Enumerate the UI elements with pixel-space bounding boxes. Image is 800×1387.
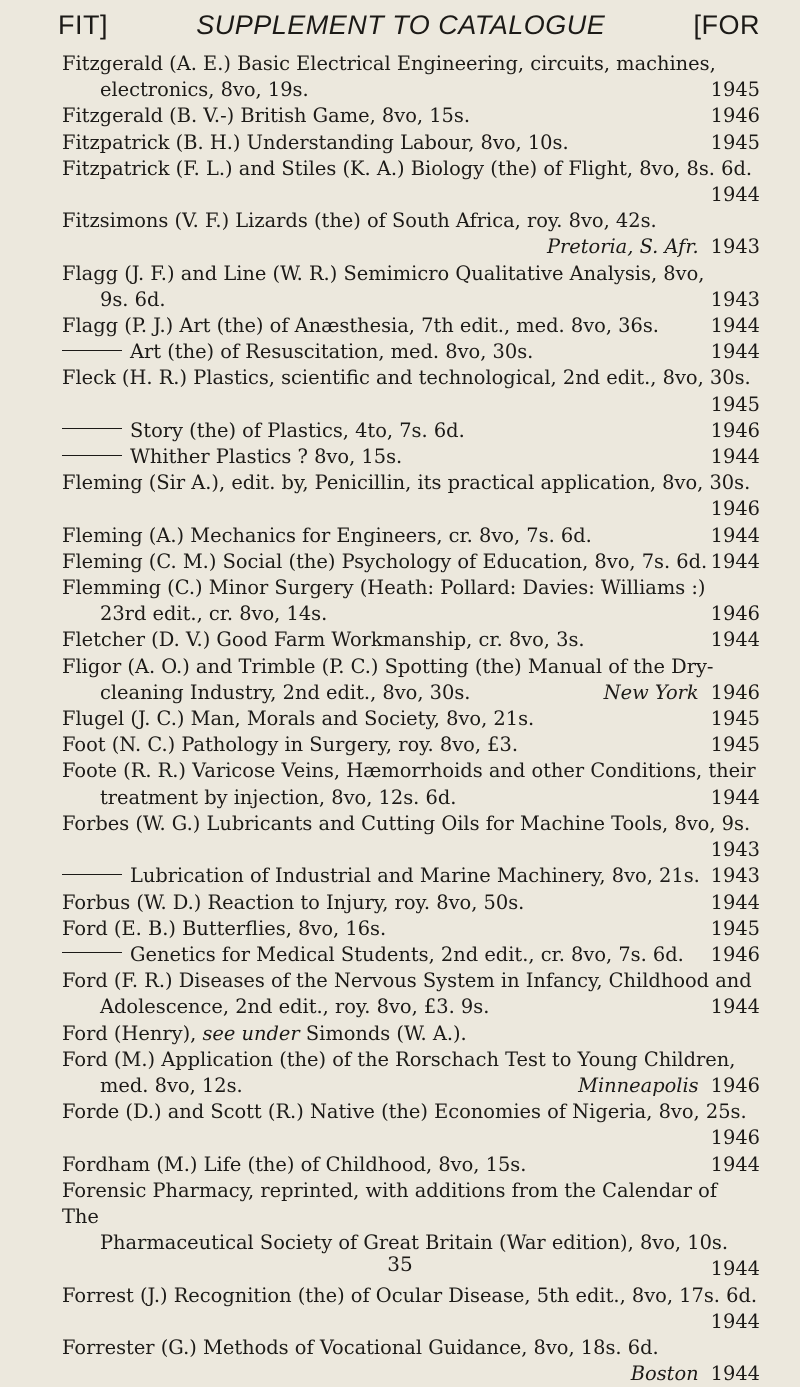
- entry-title: Ford (F. R.) Diseases of the Nervous System in Infancy, Childhood and: [62, 969, 752, 993]
- entry-year: 1946: [710, 680, 760, 704]
- catalogue-entry: [62, 470, 760, 522]
- ditto-rule: [62, 428, 122, 429]
- entry-year: 1944: [710, 340, 760, 364]
- entry-title: Art (the) of Resuscitation, med. 8vo, 30s.: [130, 340, 534, 364]
- catalogue-entry: [62, 1099, 760, 1151]
- catalogue-entry: [62, 654, 760, 706]
- catalogue-entry: [62, 444, 760, 470]
- entry-year: 1946: [710, 1073, 760, 1097]
- entry-year: 1943: [710, 838, 760, 862]
- header-title: SUPPLEMENT TO CATALOGUE: [196, 10, 606, 40]
- entry-year: 1943: [710, 287, 760, 311]
- entry-title: Ford (Henry),: [62, 1021, 203, 1045]
- entry-continuation: med. 8vo, 12s.: [100, 1073, 243, 1097]
- entry-year: 1944: [710, 523, 760, 547]
- entry-title: Ford (E. B.) Butterflies, 8vo, 16s.: [62, 916, 387, 940]
- entry-year: 1945: [710, 392, 760, 416]
- entry-title: Fleck (H. R.) Plastics, scientific and technological, 2nd edit., 8vo, 30s.: [62, 366, 751, 390]
- catalogue-entry: [62, 51, 760, 103]
- entry-reference-target: Simonds (W. A.).: [299, 1021, 467, 1045]
- entry-title: Fitzpatrick (F. L.) and Stiles (K. A.) Biology (the) of Flight, 8vo, 8s. 6d.: [62, 156, 753, 180]
- catalogue-entry: [62, 103, 760, 129]
- entry-title: Whither Plastics ? 8vo, 15s.: [130, 445, 403, 469]
- cross-reference: see under: [202, 1021, 300, 1045]
- catalogue-entry: [62, 365, 760, 417]
- entry-year: 1943: [710, 235, 760, 259]
- entry-title: Flagg (J. F.) and Line (W. R.) Semimicro Qualitative Analysis, 8vo,: [62, 261, 705, 285]
- entry-place: New York: [603, 680, 699, 704]
- entry-year: 1946: [710, 602, 760, 626]
- entry-title: Flugel (J. C.) Man, Morals and Society, 8vo, 21s.: [62, 707, 535, 731]
- catalogue-entry: [62, 156, 760, 208]
- entry-title: Forensic Pharmacy, reprinted, with additions from the Calendar of The: [62, 1178, 717, 1228]
- entry-list: [62, 51, 760, 1387]
- entry-year: 1946: [710, 1126, 760, 1150]
- entry-title: Foote (R. R.) Varicose Veins, Hæmorrhoids and other Conditions, their: [62, 759, 756, 783]
- entry-year: 1944: [710, 890, 760, 914]
- catalogue-entry: [62, 261, 760, 313]
- entry-place: Boston: [630, 1362, 699, 1386]
- entry-year: 1946: [710, 418, 760, 442]
- entry-year: 1945: [710, 707, 760, 731]
- entry-year: 1946: [710, 942, 760, 966]
- entry-year: 1945: [710, 916, 760, 940]
- entry-title: Forrest (J.) Recognition (the) of Ocular Disease, 5th edit., 8vo, 17s. 6d.: [62, 1283, 758, 1307]
- entry-title: Fleming (A.) Mechanics for Engineers, cr. 8vo, 7s. 6d.: [62, 523, 592, 547]
- catalogue-entry: [62, 313, 760, 339]
- entry-title: Genetics for Medical Students, 2nd edit., cr. 8vo, 7s. 6d.: [130, 942, 684, 966]
- entry-title: Foot (N. C.) Pathology in Surgery, roy. 8vo, £3.: [62, 733, 518, 757]
- ditto-rule: [62, 350, 122, 351]
- entry-year: 1944: [710, 1362, 760, 1386]
- catalogue-entry: [62, 627, 760, 653]
- catalogue-entry: [62, 1152, 760, 1178]
- entry-title: Fitzgerald (A. E.) Basic Electrical Engineering, circuits, machines,: [62, 52, 716, 75]
- entry-title: Fligor (A. O.) and Trimble (P. C.) Spotting (the) Manual of the Dry-: [62, 654, 714, 678]
- entry-title: Forbes (W. G.) Lubricants and Cutting Oils for Machine Tools, 8vo, 9s.: [62, 811, 751, 835]
- entry-title: Forbus (W. D.) Reaction to Injury, roy. 8vo, 50s.: [62, 890, 525, 914]
- header-left: FIT]: [58, 10, 108, 40]
- catalogue-entry: [62, 732, 760, 758]
- running-header: [58, 10, 760, 41]
- entry-place: Minneapolis: [578, 1073, 699, 1097]
- catalogue-entry: [62, 706, 760, 732]
- page-number: 35: [387, 1252, 413, 1276]
- ditto-rule: [62, 455, 122, 456]
- catalogue-entry: [62, 1335, 760, 1387]
- header-right: [FOR: [693, 10, 760, 40]
- entry-title: Fitzgerald (B. V.-) British Game, 8vo, 15s.: [62, 104, 470, 128]
- catalogue-entry: [62, 863, 760, 889]
- catalogue-entry: [62, 1047, 760, 1099]
- entry-title: Flagg (P. J.) Art (the) of Anæsthesia, 7th edit., med. 8vo, 36s.: [62, 314, 659, 338]
- entry-year: 1946: [710, 104, 760, 128]
- entry-title: Fordham (M.) Life (the) of Childhood, 8vo, 15s.: [62, 1152, 527, 1176]
- ditto-rule: [62, 874, 122, 875]
- entry-title: Flemming (C.) Minor Surgery (Heath: Pollard: Davies: Williams :): [62, 576, 706, 600]
- catalogue-entry: [62, 418, 760, 444]
- catalogue-entry: [62, 549, 760, 575]
- entry-title: Fleming (C. M.) Social (the) Psychology of Education, 8vo, 7s. 6d.: [62, 549, 708, 573]
- entry-year: 1945: [710, 733, 760, 757]
- catalogue-entry: [62, 1021, 760, 1047]
- entry-place: Pretoria, S. Afr.: [546, 235, 699, 259]
- entry-year: 1944: [710, 995, 760, 1019]
- entry-title: Lubrication of Industrial and Marine Machinery, 8vo, 21s.: [130, 864, 700, 888]
- entry-year: 1944: [710, 314, 760, 338]
- entry-year: 1946: [710, 497, 760, 521]
- entry-title: Fitzsimons (V. F.) Lizards (the) of South Africa, roy. 8vo, 42s.: [62, 209, 657, 233]
- entry-year: 1944: [710, 785, 760, 809]
- entry-year: 1943: [710, 864, 760, 888]
- entry-year: 1945: [710, 130, 760, 154]
- catalogue-entry: [62, 811, 760, 863]
- catalogue-entry: [62, 523, 760, 549]
- entry-continuation: electronics, 8vo, 19s.: [100, 78, 309, 102]
- entry-year: 1944: [710, 1152, 760, 1176]
- entry-title: Fletcher (D. V.) Good Farm Workmanship, cr. 8vo, 3s.: [62, 628, 585, 652]
- catalogue-entry: [62, 968, 760, 1020]
- entry-continuation: 23rd edit., cr. 8vo, 14s.: [100, 602, 328, 626]
- entry-title: Forde (D.) and Scott (R.) Native (the) Economies of Nigeria, 8vo, 25s.: [62, 1100, 747, 1124]
- entry-year: 1944: [710, 1309, 760, 1333]
- catalogue-entry: [62, 890, 760, 916]
- catalogue-entry: [62, 1283, 760, 1335]
- catalogue-entry: [62, 575, 760, 627]
- entry-year: 1944: [710, 1257, 760, 1281]
- entry-continuation: treatment by injection, 8vo, 12s. 6d.: [100, 785, 457, 809]
- entry-year: 1944: [710, 628, 760, 652]
- catalogue-entry: [62, 130, 760, 156]
- catalogue-entry: [62, 916, 760, 942]
- catalogue-entry: [62, 942, 760, 968]
- entry-title: Forrester (G.) Methods of Vocational Guidance, 8vo, 18s. 6d.: [62, 1335, 659, 1359]
- entry-title: Story (the) of Plastics, 4to, 7s. 6d.: [130, 418, 465, 442]
- entry-year: 1944: [710, 445, 760, 469]
- entry-title: Fleming (Sir A.), edit. by, Penicillin, its practical application, 8vo, 30s.: [62, 471, 751, 495]
- entry-year: 1945: [710, 78, 760, 102]
- catalogue-entry: [62, 339, 760, 365]
- ditto-rule: [62, 952, 122, 953]
- entry-year: 1944: [710, 183, 760, 207]
- entry-continuation: 9s. 6d.: [100, 287, 166, 311]
- entry-title: Fitzpatrick (B. H.) Understanding Labour, 8vo, 10s.: [62, 130, 569, 154]
- entry-continuation: Pharmaceutical Society of Great Britain (War edition), 8vo, 10s.: [100, 1231, 729, 1255]
- entry-title: Ford (M.) Application (the) of the Rorschach Test to Young Children,: [62, 1047, 736, 1071]
- entry-continuation: Adolescence, 2nd edit., roy. 8vo, £3. 9s.: [100, 995, 490, 1019]
- entry-year: 1944: [710, 549, 760, 573]
- catalogue-entry: [62, 758, 760, 810]
- entry-continuation: cleaning Industry, 2nd edit., 8vo, 30s.: [100, 680, 471, 704]
- catalogue-entry: [62, 208, 760, 260]
